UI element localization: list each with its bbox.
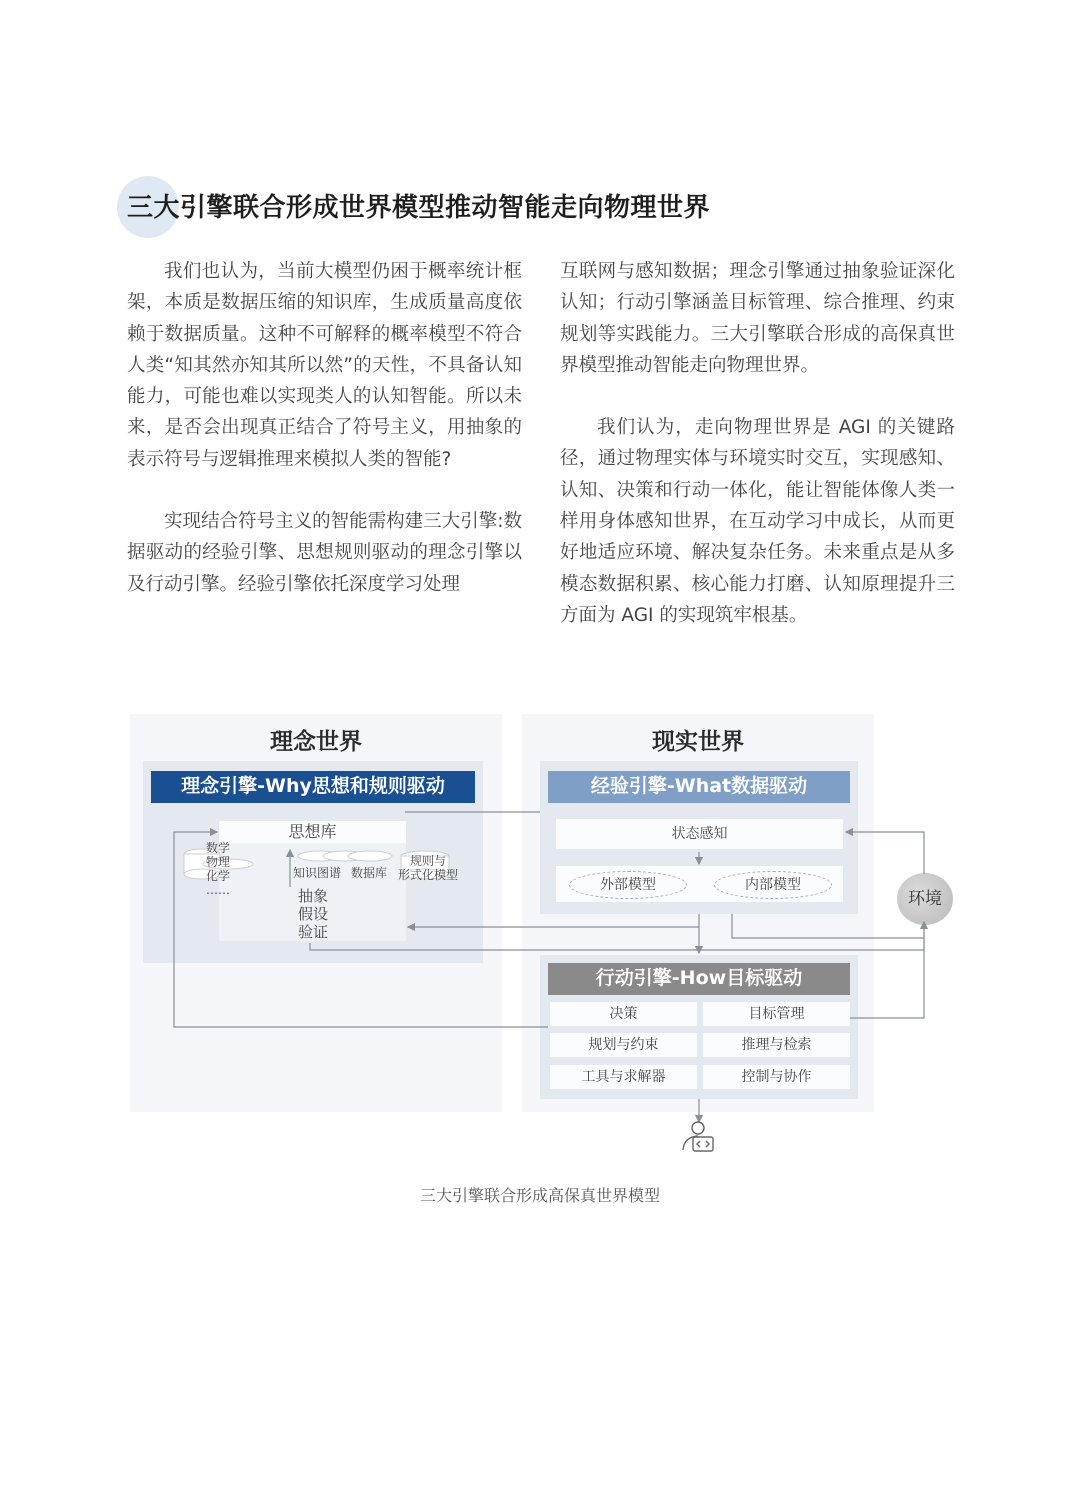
real-world-title: 现实世界 — [652, 729, 744, 755]
paragraph: 实现结合符号主义的智能需构建三大引擎:数据驱动的经验引擎、思想规则驱动的理念引擎以及行动引擎。经验引擎依托深度学习处理 — [127, 511, 522, 595]
idea-engine-header: 理念引擎-Why思想和规则驱动 — [151, 771, 475, 803]
database-label: 数据库 — [351, 866, 388, 880]
paragraph: 互联网与感知数据；理念引擎通过抽象验证深化认知；行动引擎涵盖目标管理、综合推理、约束规划等实践能力。三大引擎联合形成的高保真世界模型推动智能走向物理世界。 — [560, 261, 955, 376]
subject-label: …… — [206, 883, 230, 897]
abstract-line: 抽象 — [297, 887, 328, 905]
subject-label: 化学 — [206, 869, 231, 883]
action-cell: 推理与检索 — [703, 1033, 850, 1057]
action-cell: 规划与约束 — [550, 1033, 697, 1057]
action-cell: 工具与求解器 — [550, 1065, 697, 1089]
section-heading: 三大引擎联合形成世界模型推动智能走向物理世界 — [127, 193, 711, 223]
abstract-line: 假设 — [297, 905, 328, 923]
paragraph: 我们也认为，当前大模型仍困于概率统计框架，本质是数据压缩的知识库，生成质量高度依赖于数据质量。这种不可解释的概率模型不符合人类“知其然亦知其所以然”的天性，不具备认知能力，可能也难以实现类人的认知智能。所以未来，是否会出现真正结合了符号主义，用抽象的表示符号与逻辑推理来模拟人类的智能? — [127, 261, 522, 470]
action-cell: 目标管理 — [703, 1002, 850, 1026]
paragraph: 我们认为，走向物理世界是 AGI 的关键路径，通过物理实体与环境实时交互，实现感知、认知、决策和行动一体化，能让智能体像人类一样用身体感知世界，在互动学习中成长，从而更好地适应环境、解决复杂任务。未来重点是从多模态数据积累、核心能力打磨、认知原理提升三方面为 AGI 的实现筑牢根基。 — [560, 417, 955, 626]
internal-model: 内部模型 — [714, 871, 832, 899]
user-icon — [683, 1122, 713, 1151]
subject-label: 物理 — [206, 855, 231, 869]
action-cell: 控制与协作 — [703, 1065, 850, 1089]
idea-world-title: 理念世界 — [270, 729, 362, 755]
action-engine-header: 行动引擎-How目标驱动 — [548, 963, 850, 995]
state-perception: 状态感知 — [556, 819, 843, 849]
figure-caption: 三大引擎联合形成高保真世界模型 — [419, 1186, 660, 1205]
environment-node: 环境 — [897, 873, 953, 925]
rules-line: 形式化模型 — [397, 868, 458, 882]
abstract-line: 验证 — [297, 923, 328, 941]
exp-engine-header: 经验引擎-What数据驱动 — [548, 771, 850, 803]
knowledge-graph-label: 知识图谱 — [293, 866, 342, 880]
external-model: 外部模型 — [569, 871, 687, 899]
action-cell: 决策 — [550, 1002, 697, 1026]
thought-library: 思想库 — [219, 821, 406, 843]
subject-label: 数学 — [206, 841, 231, 855]
rules-line: 规则与 — [409, 854, 446, 868]
